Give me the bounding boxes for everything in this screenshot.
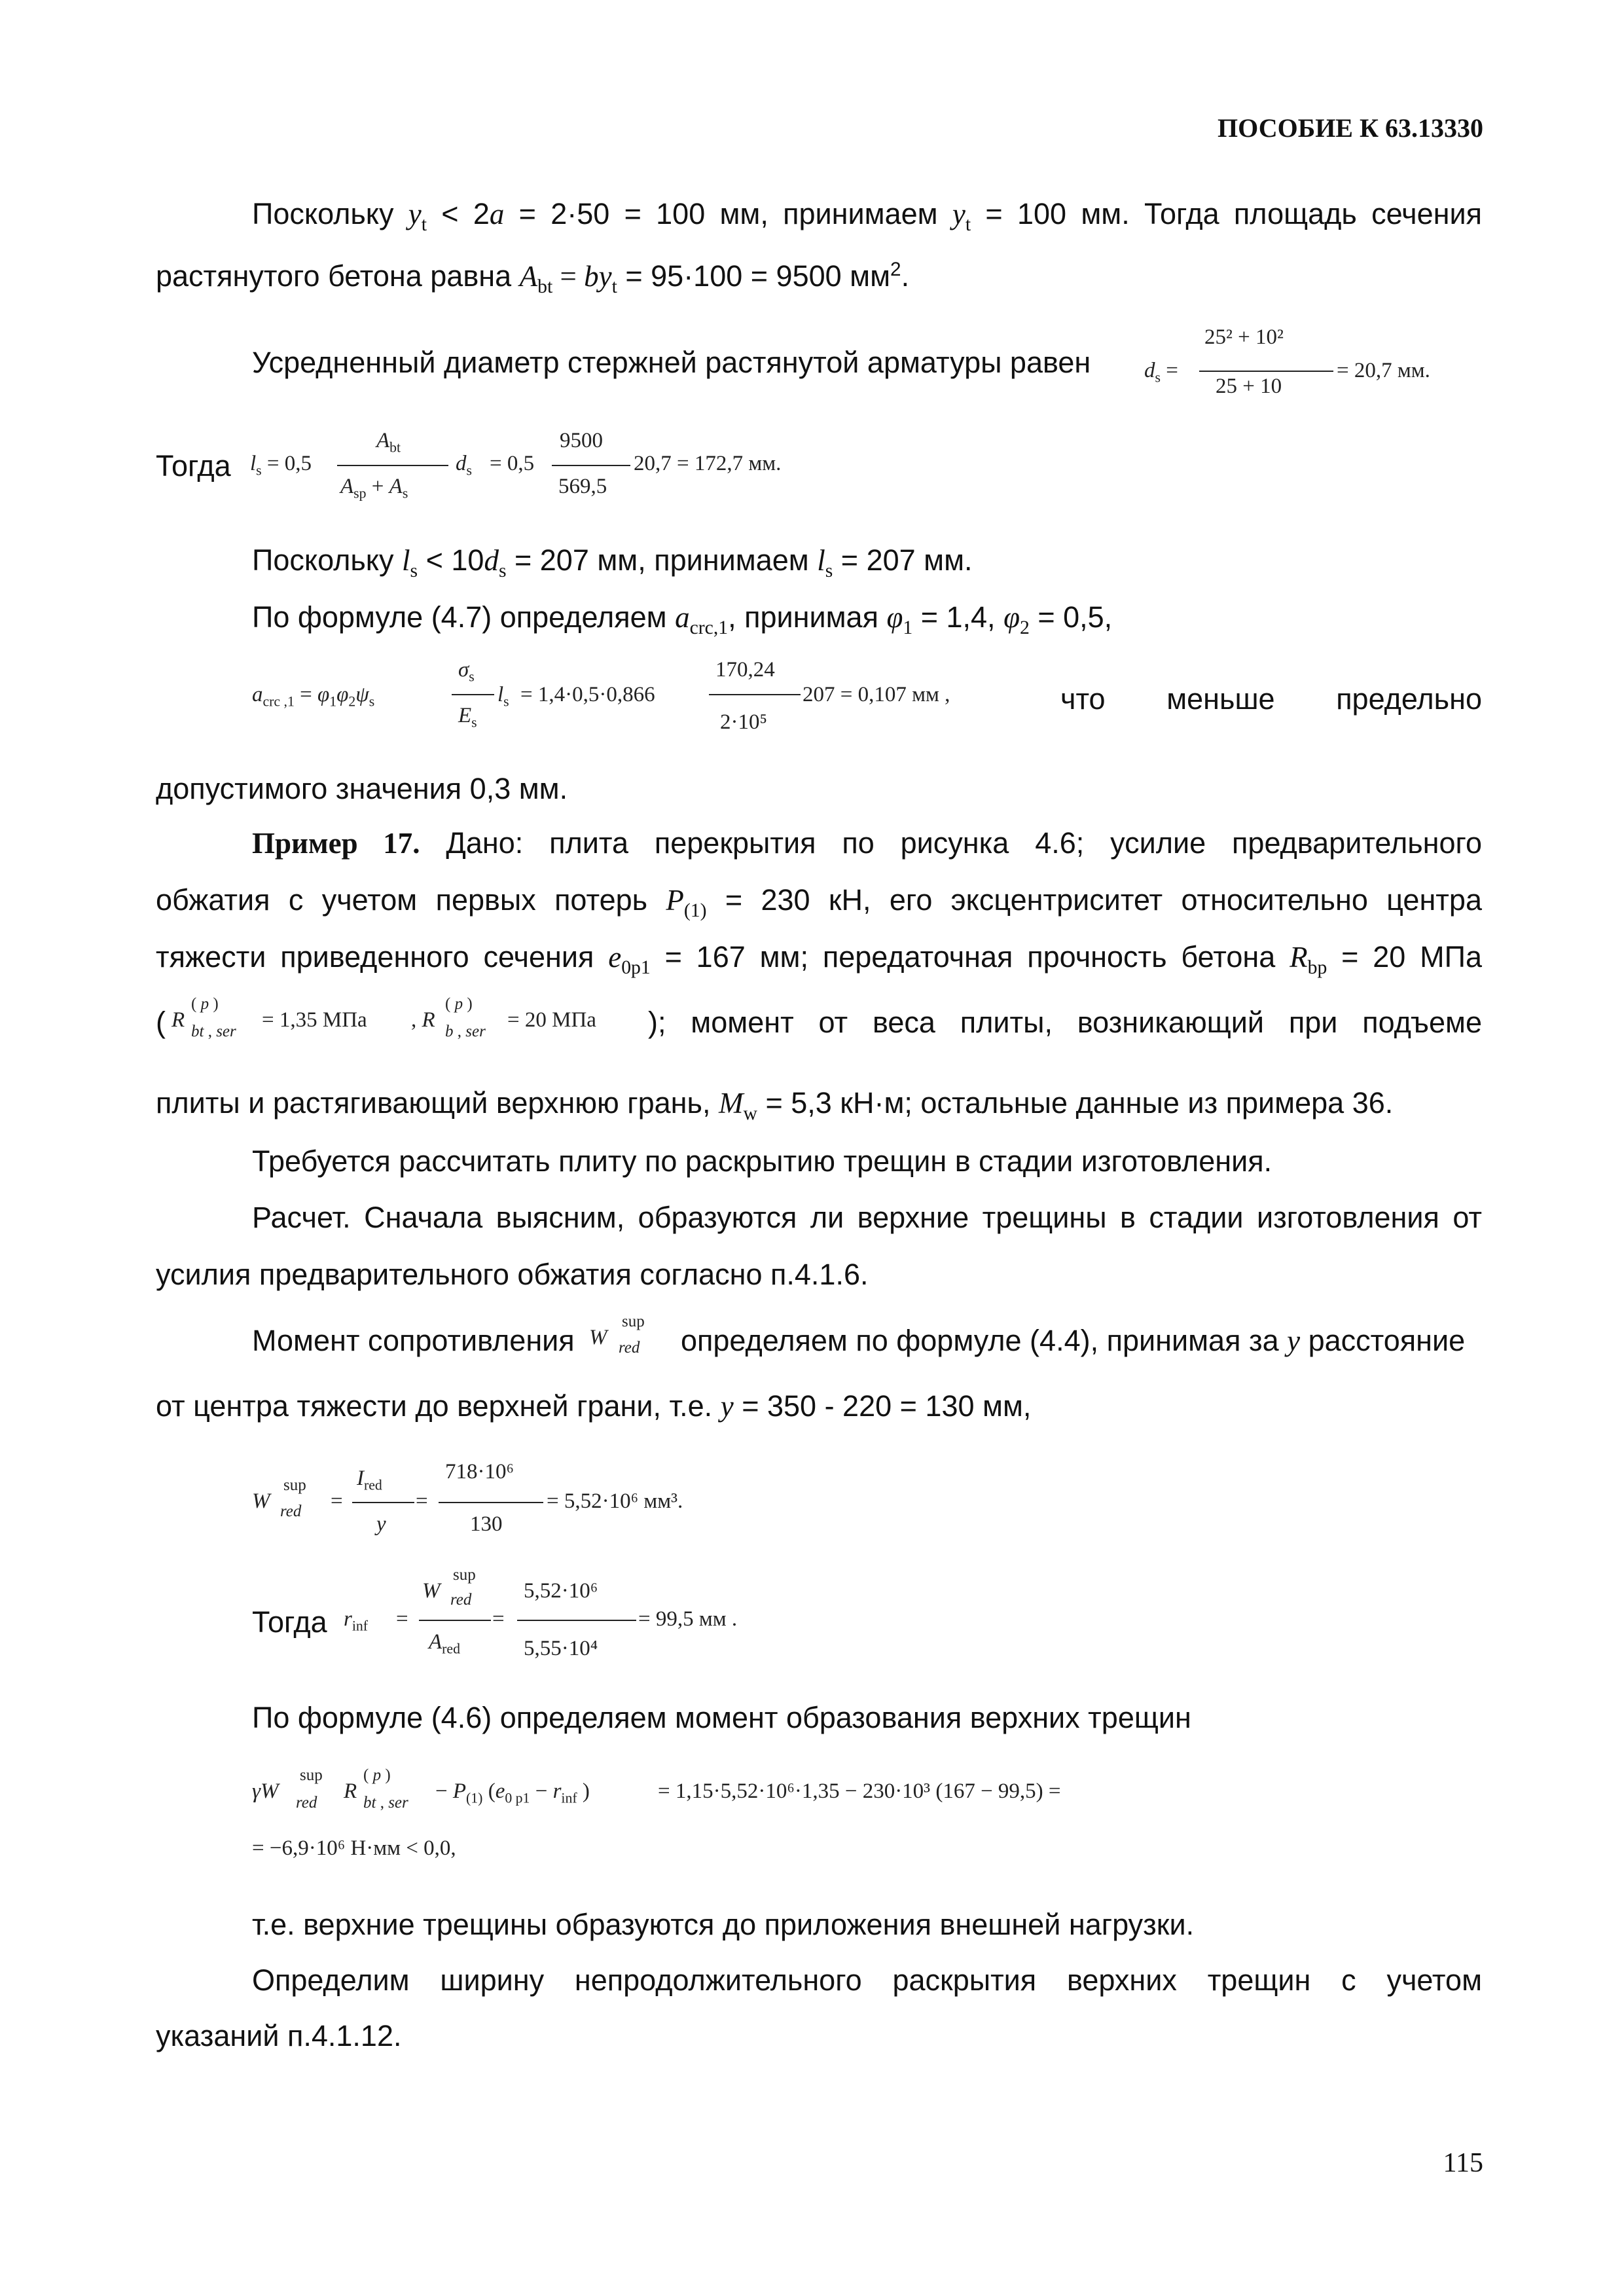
formula-symbol: R	[344, 1779, 357, 1803]
text-span: обжатия с учетом первых потерь	[156, 883, 648, 917]
text-span: , принимая	[728, 600, 878, 634]
formula-result: = 99,5 мм .	[638, 1607, 738, 1631]
fraction-bar	[709, 694, 801, 695]
paragraph-line: плиты и растягивающий верхнюю грань, $M_w = 5,3$ кН·м; остальные данные из примера 36.	[156, 1086, 1394, 1124]
paragraph-line: обжатия с учетом первых потерь $P_{(1)} = 230$ кН, его эксцентриситет относительно центра	[156, 883, 1482, 921]
formula-numerator: $\sigma_s$	[458, 658, 475, 685]
formula-numerator: 25² + 10²	[1204, 325, 1284, 349]
paragraph-line: Поскольку $l_s < 10d_s = 207$ мм, принимаем $l_s = 207$ мм.	[252, 543, 973, 581]
formula-symbol: $l_s = 0,5$	[250, 452, 312, 479]
formula-eq: =	[396, 1607, 408, 1631]
text-span: = 1,4,	[912, 600, 996, 634]
formula-sup: sup	[453, 1566, 476, 1584]
formula-symbol: $d_s$	[456, 452, 472, 479]
formula-denominator: 5,55·10⁴	[524, 1637, 598, 1660]
text-span: = 95·100 = 9500 мм	[617, 259, 891, 293]
paragraph-line: т.е. верхние трещины образуются до приложения внешней нагрузки.	[252, 1908, 1195, 1941]
formula-eq: =	[416, 1489, 428, 1513]
formula-result: 207 = 0,107 мм ,	[803, 683, 950, 706]
text-span: = 207 мм, принимаем	[506, 543, 809, 577]
fraction-bar	[352, 1502, 414, 1503]
text-span: Дано: плита перекрытия по рисунка 4.6; усилие предварительного	[446, 826, 1483, 860]
paragraph-line: тяжести приведенного сечения $e_{0p1} = 167$ мм; передаточная прочность бетона $R_{bp} = 20$ МПа	[156, 940, 1483, 978]
text-span: Поскольку	[252, 543, 394, 577]
text-span: = 167 мм; передаточная прочность бетона	[650, 940, 1276, 974]
formula-result: = 1,35 МПа	[262, 1008, 367, 1032]
formula-denominator: 2·10⁵	[720, 710, 767, 734]
text-span: растянутого бетона равна	[156, 259, 512, 293]
fraction-bar	[552, 465, 630, 466]
formula-numerator: $I_{red}$	[357, 1467, 382, 1493]
formula-numerator: 170,24	[715, 658, 775, 682]
formula-symbol: W	[252, 1489, 270, 1513]
formula-numerator: W	[422, 1579, 441, 1603]
formula-sub: bt , ser	[191, 1023, 236, 1040]
formula-numerator: 718·10⁶	[445, 1460, 514, 1484]
formula-sup: ( p )	[363, 1766, 391, 1784]
paragraph-line: определяем по формуле (4.4), принимая за y расстояние	[681, 1324, 1466, 1357]
fraction-bar	[439, 1502, 543, 1503]
formula-result: = 5,52·10⁶ мм³.	[547, 1489, 683, 1513]
text-span: от центра тяжести до верхней грани, т.е.	[156, 1389, 713, 1423]
text-span: = 2·50 = 100 мм, принимаем	[504, 197, 938, 230]
formula-sub: red	[619, 1339, 640, 1357]
formula-numerator: $A_{bt}$	[376, 429, 401, 456]
formula-symbol: $r_{inf}$	[344, 1607, 369, 1634]
formula-symbol: $a_{crc ,1} = \varphi_1\varphi_2\psi_s$	[252, 683, 375, 710]
paragraph-line: указаний п.4.1.12.	[156, 2019, 402, 2052]
page-number: 115	[1443, 2148, 1483, 2178]
paragraph-line: Расчет. Сначала выясним, образуются ли верхние трещины в стадии изготовления от	[252, 1201, 1482, 1234]
formula-middle: = 1,4·0,5·0,866	[520, 683, 655, 706]
formula-sub: red	[280, 1503, 302, 1520]
text-span: = 100 мм. Тогда площадь сечения	[971, 197, 1482, 230]
formula-rhs: = 1,15·5,52·10⁶·1,35 − 230·10³ (167 − 99,5) =	[658, 1779, 1061, 1803]
text-span: < 2	[427, 197, 490, 230]
formula-sup: sup	[300, 1766, 323, 1784]
example-label: Пример 17.	[252, 827, 420, 860]
formula-sup: sup	[622, 1313, 645, 1330]
text-span: = 20 МПа	[1327, 940, 1483, 974]
formula-denominator: $E_s$	[458, 704, 477, 731]
paragraph-line: растянутого бетона равна $A_{bt} = by_t = 95\cdot 100 = 9500$ $мм^2$.	[156, 259, 910, 297]
formula-eq: =	[331, 1489, 343, 1513]
formula-symbol: R	[171, 1008, 185, 1032]
formula-result: = 20 МПа	[507, 1008, 596, 1032]
formula-denominator: 569,5	[558, 475, 607, 498]
formula-symbol: $d_s$ =	[1144, 359, 1178, 386]
paragraph-line: Момент сопротивления	[252, 1324, 575, 1357]
text-span: = 0,5,	[1029, 600, 1113, 634]
formula-denominator: y	[376, 1512, 386, 1536]
paragraph-line: ); момент от веса плиты, возникающий при подъеме	[648, 1006, 1482, 1039]
fraction-bar	[452, 694, 494, 695]
formula-numerator: 5,52·10⁶	[524, 1579, 598, 1603]
text-span: Поскольку	[252, 197, 394, 230]
paragraph-line: Тогда	[252, 1605, 327, 1639]
paragraph-line	[252, 824, 1482, 863]
fraction-bar	[1199, 371, 1333, 372]
paragraph-line: что меньше предельно	[1060, 682, 1482, 716]
formula-sub: bt , ser	[363, 1794, 408, 1812]
formula-result: = −6,9·10⁶ Н·мм < 0,0,	[252, 1836, 456, 1860]
page-header: ПОСОБИЕ К 63.13330	[1218, 113, 1483, 143]
fraction-bar	[419, 1620, 491, 1621]
formula-result: 20,7 = 172,7 мм.	[634, 452, 782, 475]
formula-sub: b , ser	[445, 1023, 486, 1040]
text-span: определяем по формуле (4.4), принимая за	[681, 1324, 1279, 1357]
paragraph-line: усилия предварительного обжатия согласно п.4.1.6.	[156, 1258, 869, 1291]
formula-sub: red	[296, 1794, 317, 1812]
text-span: = 5,3 кН·м; остальные данные из примера 36.	[757, 1086, 1394, 1120]
text-span: По формуле (4.7) определяем	[252, 600, 667, 634]
paragraph-line: Определим ширину непродолжительного раскрытия верхних трещин с учетом	[252, 1963, 1482, 1997]
text-span: расстояние	[1300, 1324, 1466, 1357]
formula-symbol: γW	[252, 1779, 279, 1803]
formula-symbol: − $P_{(1)}$ ($e_{0 p1} - r_{inf}$ )	[435, 1779, 590, 1806]
formula-numerator: 9500	[560, 429, 603, 452]
formula-denominator: 130	[470, 1512, 503, 1536]
text-span: < 10	[418, 543, 484, 577]
formula-symbol: , R	[411, 1008, 435, 1032]
formula-eq: =	[492, 1607, 505, 1631]
formula-symbol: $l_s$	[497, 683, 509, 710]
formula-denominator: 25 + 10	[1216, 374, 1282, 398]
paragraph-line: Усредненный диаметр стержней растянутой арматуры равен	[252, 346, 1091, 379]
paren: (	[156, 1006, 166, 1039]
formula-sup: ( p )	[445, 995, 473, 1013]
text-span: плиты и растягивающий верхнюю грань,	[156, 1086, 711, 1120]
text-span: тяжести приведенного сечения	[156, 940, 594, 974]
formula-denominator: $A_{red}$	[429, 1630, 460, 1657]
formula-sup: ( p )	[191, 995, 219, 1013]
fraction-bar	[337, 465, 448, 466]
formula-result: = 20,7 мм.	[1337, 359, 1430, 382]
paragraph-line: Поскольку $y_t < 2a = 2\cdot 50 = 100$ мм, принимаем $y_t = 100$ мм. Тогда площадь сечения	[252, 197, 1482, 235]
paragraph-line: По формуле (4.6) определяем момент образования верхних трещин	[252, 1701, 1191, 1734]
formula-sup: sup	[283, 1476, 306, 1494]
fraction-bar	[517, 1620, 636, 1621]
paragraph-line: Требуется рассчитать плиту по раскрытию трещин в стадии изготовления.	[252, 1144, 1272, 1178]
formula-coef: = 0,5	[490, 452, 535, 475]
text-span: = 207 мм.	[833, 543, 973, 577]
paragraph-line: По формуле (4.7) определяем $a_{crc,1}$, принимая $\varphi_1 = 1,4$, $\varphi_2 = 0,5$,	[252, 600, 1113, 638]
formula-symbol: W	[589, 1326, 607, 1349]
text-span: = 230 кН, его эксцентриситет относительно центра	[706, 883, 1482, 917]
text-span: = 350 - 220 = 130 мм,	[733, 1389, 1032, 1423]
paragraph-line: допустимого значения 0,3 мм.	[156, 772, 568, 805]
formula-sub: red	[450, 1591, 472, 1609]
paragraph-line: Тогда	[156, 449, 231, 483]
formula-denominator: $A_{sp} + A_s$	[340, 475, 408, 501]
paragraph-line: от центра тяжести до верхней грани, т.е. y = 350 - 220 = 130 мм,	[156, 1389, 1032, 1423]
